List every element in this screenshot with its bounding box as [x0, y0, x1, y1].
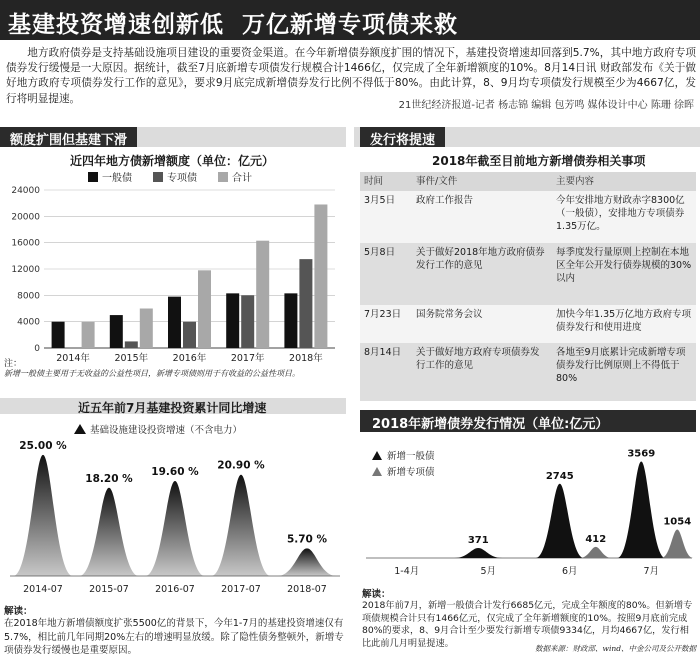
bar-一般债: [52, 322, 65, 348]
data-label: 25.00 %: [19, 439, 67, 452]
title-part-2: 万亿新增专项债来救: [242, 12, 458, 38]
legend-label: 合计: [232, 173, 252, 184]
chart3-title: 2018年新增债券发行情况（单位:亿元）: [372, 417, 609, 432]
legend-label: 新增专项债: [387, 467, 435, 478]
peak-area-新增一般债: [536, 484, 584, 558]
bar-合计: [314, 204, 327, 348]
y-tick-label: 0: [34, 344, 40, 354]
chart1-bar-chart: [0, 168, 346, 368]
x-tick-label: 2017年: [230, 353, 265, 364]
cell-content: 今年安排地方财政赤字8300亿（一般债），安排地方专项债券1.35万亿。: [556, 195, 685, 232]
cell-date: 3月5日: [364, 195, 396, 206]
col-header-content: 主要内容: [556, 176, 595, 187]
table-row: [360, 191, 696, 243]
col-header-date: 时间: [364, 176, 384, 187]
cell-event: 关于做好地方政府专项债券发行工作的意见: [416, 347, 540, 371]
peak-area-新增专项债: [661, 530, 693, 558]
legend-swatch: [153, 172, 163, 182]
bar-一般债: [168, 297, 181, 348]
peak-area-新增一般债: [454, 548, 502, 558]
cell-event: 关于做好2018年地方政府债券发行工作的意见: [416, 247, 545, 271]
peak-area: [13, 455, 72, 576]
x-tick-label: 5月: [480, 566, 497, 577]
bar-专项债: [183, 322, 196, 348]
chart1-note-label: 注：: [4, 359, 23, 369]
bar-一般债: [284, 293, 297, 348]
col-header-event: 事件/文件: [416, 176, 458, 187]
data-label: 19.60 %: [151, 466, 199, 479]
data-label: 18.20 %: [85, 472, 133, 485]
y-tick-label: 16000: [11, 238, 40, 249]
data-label: 412: [585, 533, 607, 545]
chart3-interp-label: 解读：: [362, 589, 391, 600]
legend-swatch: [88, 172, 98, 182]
x-tick-label: 2018年: [289, 353, 323, 364]
y-tick-label: 4000: [17, 317, 40, 328]
data-label: 1054: [663, 516, 692, 528]
page-title: [8, 6, 476, 39]
legend-triangle: [74, 424, 86, 434]
title-part-1: 基建投资增速创新低: [8, 12, 224, 38]
chart1-title: 近四年地方债新增额度（单位：亿元）: [70, 154, 275, 168]
cell-date: 8月14日: [364, 347, 402, 358]
chart2-area-chart: [0, 414, 346, 604]
data-label: 5.70 %: [286, 533, 328, 546]
legend-label: 一般债: [102, 173, 132, 184]
chart2-interp-label: 解读：: [4, 606, 33, 617]
right-section-heading: 发行将提速: [360, 127, 445, 147]
chart2-interp-text: 在2018年地方新增债额度扩张5500亿的背景下，今年1-7月的基建投资增速仅有5.7%，相比前几年同期20%左右的增速明显放缓。除了隐性债务整顿外，新增专项债券发行缓慢也是重要原因。: [4, 618, 344, 656]
cell-event: 国务院常务会议: [416, 309, 483, 320]
peak-area: [277, 548, 336, 576]
peak-area-新增专项债: [580, 547, 612, 558]
x-tick-label: 1-4月: [394, 566, 420, 577]
x-tick-label: 2015年: [114, 353, 149, 364]
peak-area: [145, 481, 204, 576]
x-tick-label: 6月: [561, 566, 578, 577]
data-label: 371: [467, 534, 489, 546]
y-tick-label: 24000: [11, 186, 40, 196]
byline: 21世纪经济报道-记者 杨志锦 编辑 包芳鸣 媒体设计中心 陈珊 徐晖: [398, 100, 694, 111]
events-table: [360, 172, 696, 401]
bar-专项债: [241, 295, 254, 348]
legend-label: 基础设施建设投资增速（不含电力）: [90, 425, 243, 436]
bar-专项债: [299, 259, 312, 348]
bar-合计: [198, 270, 211, 348]
chart3-area-chart: [360, 436, 696, 586]
cell-date: 7月23日: [364, 309, 402, 320]
x-tick-label: 2014-07: [23, 584, 63, 595]
table-row: [360, 305, 696, 343]
legend-label: 新增一般债: [387, 451, 435, 462]
cell-event: 政府工作报告: [416, 195, 474, 206]
x-tick-label: 2016年: [172, 353, 207, 364]
table-row: [360, 343, 696, 401]
legend-label: 专项债: [167, 173, 197, 184]
peak-area: [211, 475, 270, 576]
data-label: 3569: [627, 448, 656, 460]
table-row: [360, 243, 696, 305]
x-tick-label: 2015-07: [89, 584, 129, 595]
bar-专项债: [125, 341, 138, 348]
chart3-interp-text: 2018年前7月，新增一般债合计发行6685亿元，完成全年额度的80%。但新增专项债规模合计只有1466亿元，仅完成了全年新增额度的10%。按照9月底前完成80%的要求，8、9月合计至少要发行新增专项债9334亿，月均4667亿，发行相比此前几月明显提速。: [362, 600, 693, 649]
x-tick-label: 2018-07: [287, 584, 327, 595]
x-tick-label: 2016-07: [155, 584, 195, 595]
data-label: 20.90 %: [217, 459, 265, 472]
x-tick-label: 2017-07: [221, 584, 261, 595]
chart1-note-text: 新增一般债主要用于无收益的公益性项目，新增专项债则用于有收益的公益性项目。: [4, 369, 300, 378]
cell-date: 5月8日: [364, 247, 396, 258]
bar-合计: [256, 241, 269, 348]
header-bar: [0, 0, 700, 40]
x-tick-label: 2014年: [56, 353, 90, 364]
data-source: 数据来源：财政部、wind、中金公司及公开数据: [535, 644, 696, 653]
y-tick-label: 20000: [11, 212, 40, 223]
legend-triangle: [372, 451, 382, 460]
intro-paragraph: 地方政府债券是支持基础设施项目建设的重要资金渠道。在今年新增债券额度扩围的情况下，基建投资增速却回落到5.7%，其中地方政府专项债券发行缓慢是一大原因。据统计，截至7月底新增专项债发行规模合计1466亿，仅完成了全年新增额度的10%。8月14日讯 财政部发布《关于做好地方政府专项债券发行工作的意见》，要求9月底完成新增债券发行比例不得低于80%。由此计算，8、9月均专项债发行规模至少为4667亿，发行将明显提速。: [6, 47, 696, 105]
legend-triangle: [372, 467, 382, 476]
bar-一般债: [226, 293, 239, 348]
events-table-panel: [360, 172, 696, 400]
y-tick-label: 8000: [17, 291, 40, 302]
data-label: 2745: [545, 470, 574, 482]
bar-合计: [82, 322, 95, 348]
cell-content: 加快今年1.35万亿地方政府专项债券发行和使用进度: [556, 309, 692, 333]
chart2-title: 近五年前7月基建投资累计同比增速: [78, 401, 267, 415]
peak-area-新增一般债: [617, 462, 665, 558]
x-tick-label: 7月: [643, 566, 660, 577]
table-title: 2018年截至目前地方新增债券相关事项: [432, 154, 646, 168]
bar-合计: [140, 309, 153, 349]
y-tick-label: 12000: [11, 265, 40, 275]
bar-一般债: [110, 315, 123, 348]
peak-area: [79, 488, 138, 576]
cell-content: 各地至9月底累计完成新增专项债券发行比例原则上不得低于80%: [556, 347, 686, 384]
left-section-heading: 额度扩围但基建下滑: [0, 127, 137, 147]
cell-content: 每季度发行量原则上控制在本地区全年公开发行债券规模的30%以内: [556, 247, 692, 284]
legend-swatch: [218, 172, 228, 182]
